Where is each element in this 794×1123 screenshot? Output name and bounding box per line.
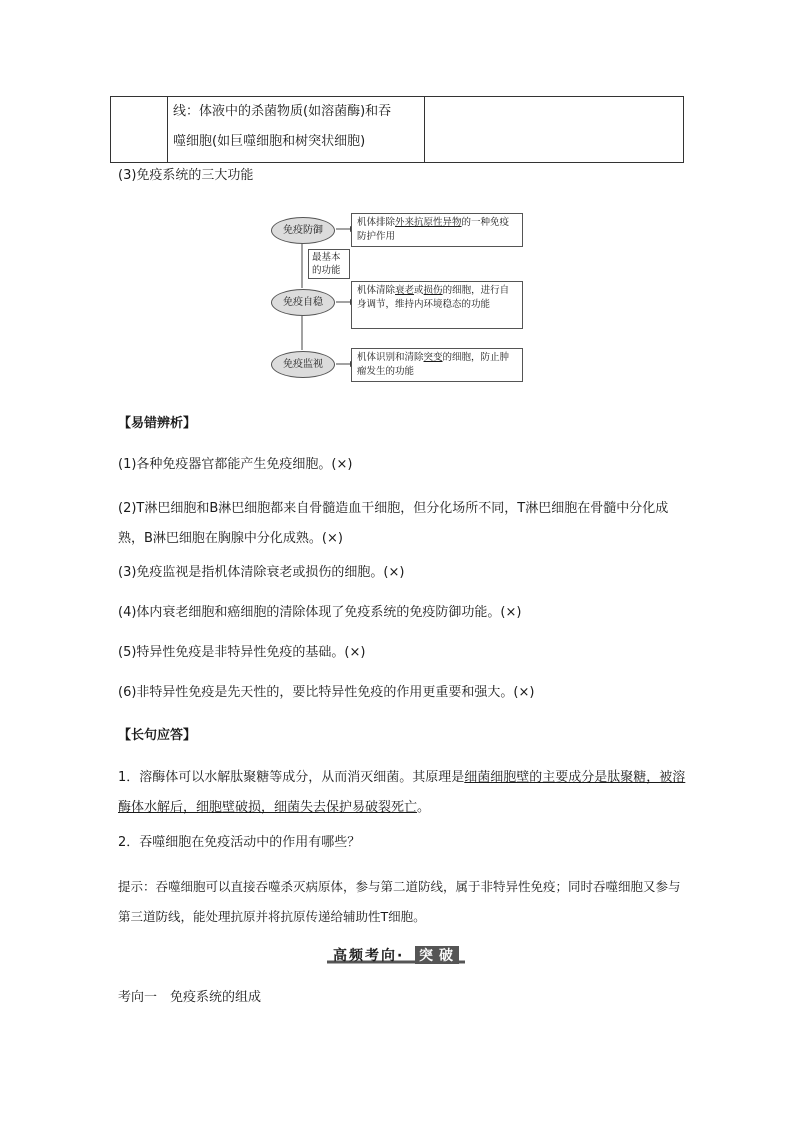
box-text: 的细胞，防止肿瘤发生的功能 xyxy=(357,352,510,377)
box-text: 或 xyxy=(414,285,424,296)
answer-text: 1．溶酶体可以水解肽聚糖等成分，从而消灭细菌。其原理是 xyxy=(118,770,465,785)
diagram-node-defense: 免疫防御 xyxy=(271,217,335,244)
box-text-underlined: 衰老 xyxy=(395,285,415,296)
diagram-node-homeostasis: 免疫自稳 xyxy=(271,289,335,316)
error-item: (1)各种免疫器官都能产生免疫细胞。(×) xyxy=(118,457,353,472)
banner-text: 突 xyxy=(419,948,433,964)
table-cell-line: 噬细胞(如巨噬细胞和树突状细胞) xyxy=(173,134,366,149)
section-title: (3)免疫系统的三大功能 xyxy=(118,168,254,183)
table-cell-line: 线：体液中的杀菌物质(如溶菌酶)和吞 xyxy=(173,104,392,119)
banner-text: 破 xyxy=(439,948,453,964)
error-item: (3)免疫监视是指机体清除衰老或损伤的细胞。(×) xyxy=(118,565,405,580)
table-divider xyxy=(167,97,168,162)
answer-text: 。 xyxy=(417,800,431,815)
box-text: 机体排除 xyxy=(357,217,396,228)
diagram-side-label: 最基本的功能 xyxy=(308,249,350,279)
box-text-underlined: 突变 xyxy=(423,352,443,363)
diagram-box-defense xyxy=(351,213,523,247)
diagram-node-surveillance: 免疫监视 xyxy=(271,351,335,378)
box-text-underlined: 损伤 xyxy=(423,285,443,296)
error-item: (5)特异性免疫是非特异性免疫的基础。(×) xyxy=(118,645,366,660)
answers-heading: 【长句应答】 xyxy=(118,728,197,743)
table-divider xyxy=(424,97,425,162)
box-text: 机体清除 xyxy=(357,285,396,296)
section-banner xyxy=(327,944,465,966)
answer-hint: 提示：吞噬细胞可以直接吞噬杀灭病原体，参与第二道防线，属于非特异性免疫；同时吞噬细胞又参与第三道防线，能处理抗原并将抗原传递给辅助性T细胞。 xyxy=(118,879,681,924)
box-text: 的一种免疫防护作用 xyxy=(357,217,510,242)
diagram-box-surveillance xyxy=(351,348,523,382)
box-text: 的细胞，进行自身调节，维持内环境稳态的功能 xyxy=(357,285,510,310)
topic-heading: 考向一 免疫系统的组成 xyxy=(118,990,262,1005)
error-item: (6)非特异性免疫是先天性的，要比特异性免疫的作用更重要和强大。(×) xyxy=(118,685,535,700)
error-item: (2)T淋巴细胞和B淋巴细胞都来自骨髓造血干细胞，但分化场所不同，T淋巴细胞在骨髓中分化成熟，B淋巴细胞在胸腺中分化成熟。(×) xyxy=(118,501,669,546)
error-item: (4)体内衰老细胞和癌细胞的清除体现了免疫系统的免疫防御功能。(×) xyxy=(118,605,522,620)
errors-heading: 【易错辨析】 xyxy=(118,416,197,431)
answer-text-underlined: 细菌细胞壁的主要成分是肽聚糖，被溶酶体水解后，细胞壁破损，细菌失去保护易破裂死亡 xyxy=(118,770,686,815)
box-text: 机体识别和清除 xyxy=(357,352,424,363)
banner-text: 高频考向· xyxy=(333,948,405,964)
box-text-underlined: 外来抗原性异物 xyxy=(395,217,462,228)
table-cell xyxy=(173,97,421,157)
table-fragment xyxy=(110,96,684,163)
diagram-box-homeostasis xyxy=(351,281,523,329)
answer-question-1 xyxy=(118,763,688,823)
answer-question-2: 2．吞噬细胞在免疫活动中的作用有哪些？ xyxy=(118,835,361,850)
